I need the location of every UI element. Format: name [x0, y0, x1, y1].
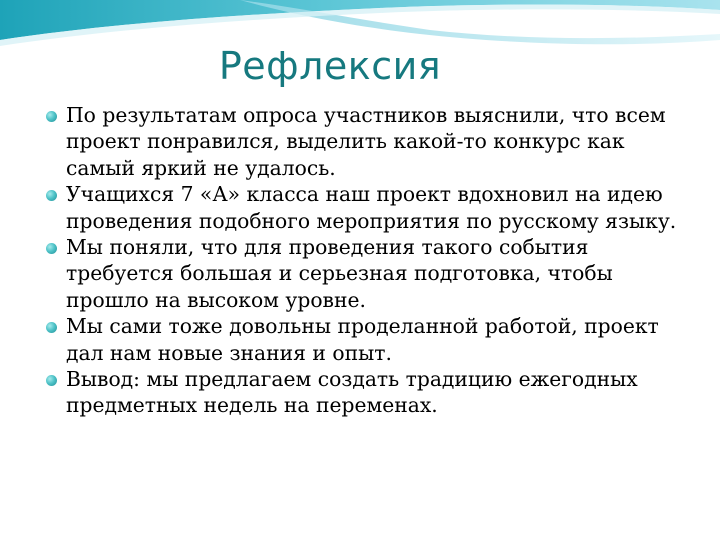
bullet-dot-icon: [46, 190, 57, 201]
list-item: [44, 313, 684, 366]
bullet-dot-icon: [46, 111, 57, 122]
list-item: [44, 181, 684, 234]
list-item: [44, 102, 684, 181]
slide-title: Рефлексия: [218, 44, 442, 88]
list-item-text: Мы поняли, что для проведения такого события требуется большая и серьезная подготовка, чтобы прошло на высоком уровне.: [66, 235, 613, 312]
list-item: [44, 366, 684, 419]
bullet-dot-icon: [46, 243, 57, 254]
list-item-text: Вывод: мы предлагаем создать традицию ежегодных предметных недель на переменах.: [66, 367, 638, 418]
list-item-text: Учащихся 7 «А» класса наш проект вдохновил на идею проведения подобного мероприятия по русскому языку.: [66, 182, 677, 233]
bullet-list: [44, 102, 684, 419]
list-item: [44, 234, 684, 313]
list-item-text: По результатам опроса участников выяснили, что всем проект понравился, выделить какой-то конкурс как самый яркий не удалось.: [66, 103, 666, 180]
bullet-dot-icon: [46, 322, 57, 333]
bullet-dot-icon: [46, 375, 57, 386]
list-item-text: Мы сами тоже довольны проделанной работой, проект дал нам новые знания и опыт.: [66, 314, 659, 365]
